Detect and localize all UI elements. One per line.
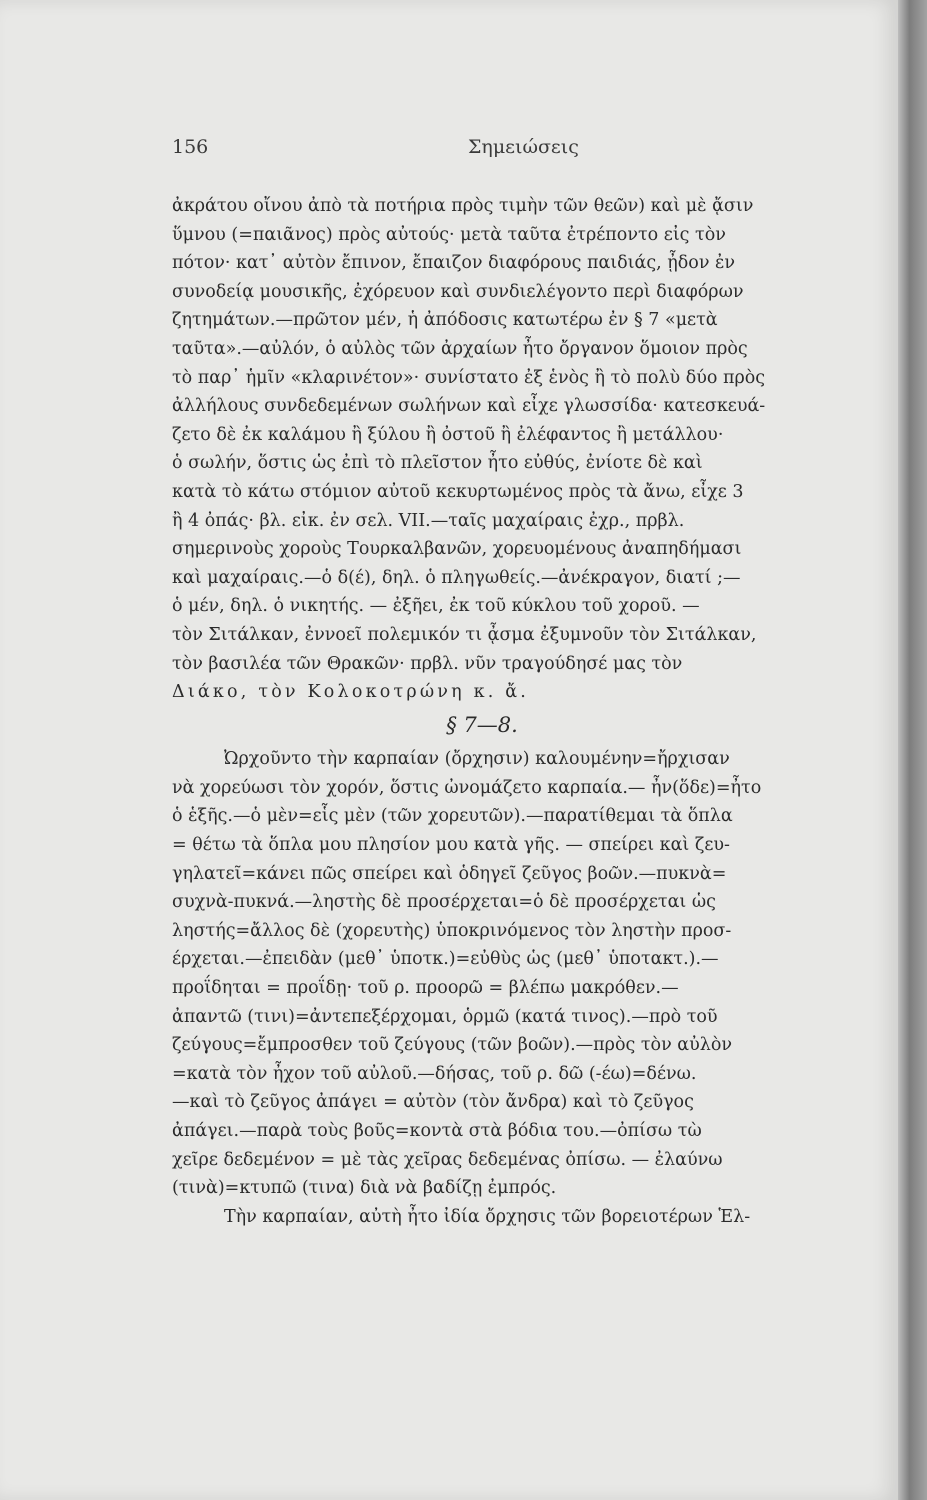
text-line: =κατὰ τὸν ἦχον τοῦ αὐλοῦ.—δήσας, τοῦ ρ. δῶ (-έω)=δένω. <box>172 1063 697 1084</box>
text-line: σημερινοὺς χοροὺς Τουρκαλβανῶν, χορευομένους ἀναπηδήμασι <box>172 539 742 560</box>
text-line: ταῦτα».—αὐλόν, ὁ αὐλὸς τῶν ἀρχαίων ἦτο ὄργανον ὅμοιον πρὸς <box>172 338 748 359</box>
text-line: συνοδείᾳ μουσικῆς, ἐχόρευον καὶ συνδιελέγοντο περὶ διαφόρων <box>172 281 744 302</box>
text-line: ζεύγους=ἔμπροσθεν τοῦ ζεύγους (τῶν βοῶν).—πρὸς τὸν αὐλὸν <box>172 1035 732 1056</box>
text-line: ἀκράτου οἴνου ἀπὸ τὰ ποτήρια πρὸς τιμὴν τῶν θεῶν) καὶ μὲ ᾄσιν <box>172 196 754 216</box>
text-line: ὁ σωλήν, ὅστις ὡς ἐπὶ τὸ πλεῖστον ἦτο εὐθύς, ἐνίοτε δὲ καὶ <box>172 453 703 474</box>
text-line: πότον· κατ᾽ αὐτὸν ἔπινον, ἔπαιζον διαφόρους παιδιάς, ᾖδον ἐν <box>172 253 736 274</box>
section-heading: § 7—8. <box>446 712 518 737</box>
text-line: ληστής=ἄλλος δὲ (χορευτὴς) ὑποκρινόμενος τὸν ληστὴν προσ- <box>172 920 732 941</box>
text-line: ὁ μέν, δηλ. ὁ νικητής. — ἐξῆει, ἐκ τοῦ κύκλου τοῦ χοροῦ. — <box>172 596 700 617</box>
running-title: Σημειώσεις <box>468 136 579 158</box>
text-line: καὶ μαχαίραις.—ὁ δ(έ), δηλ. ὁ πληγωθείς.—ἀνέκραγον, διατί ;— <box>172 567 741 588</box>
paragraph-first-line: Τὴν καρπαίαν, αὐτὴ ἦτο ἰδία ὄρχησις τῶν βορειοτέρων Ἑλ- <box>224 1206 751 1227</box>
page-header <box>172 136 872 166</box>
text-line: (τινὰ)=κτυπῶ (τινα) διὰ νὰ βαδίζῃ ἐμπρός. <box>172 1178 557 1199</box>
text-line: = θέτω τὰ ὅπλα μου πλησίον μου κατὰ γῆς. — σπείρει καὶ ζευ- <box>172 835 730 856</box>
text-line: συχνὰ-πυκνά.—ληστὴς δὲ προσέρχεται=ὁ δὲ προσέρχεται ὡς <box>172 892 716 913</box>
spaced-text-line: Διάκο, τὸν Κολοκοτρώνη κ. ἄ. <box>172 682 530 703</box>
text-line: κατὰ τὸ κάτω στόμιον αὐτοῦ κεκυρτωμένος πρὸς τὰ ἄνω, εἶχε 3 <box>172 481 744 502</box>
text-line: ζετο δὲ ἐκ καλάμου ἢ ξύλου ἢ ὀστοῦ ἢ ἐλέφαντος ἢ μετάλλου· <box>172 424 724 445</box>
text-line: ἀπαντῶ (τινι)=ἀντεπεξέρχομαι, ὁρμῶ (κατά τινος).—πρὸ τοῦ <box>172 1006 718 1027</box>
text-line: γηλατεῖ=κάνει πῶς σπείρει καὶ ὁδηγεῖ ζεῦγος βοῶν.—πυκνὰ= <box>172 863 727 884</box>
text-line: ἀπάγει.—παρὰ τοὺς βοῦς=κοντὰ στὰ βόδια του.—ὀπίσω τὼ <box>172 1121 702 1141</box>
text-line: έρχεται.—ἐπειδὰν (μεθ᾽ ὑποτκ.)=εὐθὺς ὡς (μεθ᾽ ὑποτακτ.).— <box>172 949 719 970</box>
body-text <box>172 192 882 1231</box>
page-edge <box>898 0 927 1500</box>
text-line: ἢ 4 ὀπάς· βλ. εἰκ. ἐν σελ. VII.—ταῖς μαχαίραις ἐχρ., πρβλ. <box>172 510 685 531</box>
text-line: προΐδηται = προΐδῃ· τοῦ ρ. προορῶ = βλέπω μακρόθεν.— <box>172 978 679 999</box>
text-line: ὁ ἑξῆς.—ὁ μὲν=εἷς μὲν (τῶν χορευτῶν).—παρατίθεμαι τὰ ὅπλα <box>172 806 733 827</box>
text-line: τὸ παρ᾽ ἡμῖν «κλαρινέτον»· συνίστατο ἐξ ἑνὸς ἢ τὸ πολὺ δύο πρὸς <box>172 367 766 388</box>
text-line: τὸν Σιτάλκαν, ἐννοεῖ πολεμικόν τι ᾆσμα ἐξυμνοῦν τὸν Σιτάλκαν, <box>172 624 757 645</box>
text-line: ὕμνου (=παιᾶνος) πρὸς αὐτούς· μετὰ ταῦτα ἐτρέποντο εἰς τὸν <box>172 224 726 245</box>
text-line: χεῖρε δεδεμένον = μὲ τὰς χεῖρας δεδεμένας ὀπίσω. — ἐλαύνω <box>172 1149 723 1170</box>
text-line: ζητημάτων.—πρῶτον μέν, ἡ ἀπόδοσις κατωτέρω ἐν § 7 «μετὰ <box>172 310 718 331</box>
page-number: 156 <box>172 136 209 158</box>
text-line: ἀλλήλους συνδεδεμένων σωλήνων καὶ εἶχε γλωσσίδα· κατεσκευά- <box>172 396 766 417</box>
section-first-line: Ὠρχοῦντο τὴν καρπαίαν (ὄρχησιν) καλουμένην=ἤρχισαν <box>224 749 730 770</box>
text-line: τὸν βασιλέα τῶν Θρακῶν· πρβλ. νῦν τραγούδησέ μας τὸν <box>172 653 683 674</box>
text-line: νὰ χορεύωσι τὸν χορόν, ὅστις ὠνομάζετο καρπαία.— ἦν(ὅδε)=ἦτο <box>172 777 762 798</box>
text-line: —καὶ τὸ ζεῦγος ἀπάγει = αὐτὸν (τὸν ἄνδρα) καὶ τὸ ζεῦγος <box>172 1092 694 1113</box>
